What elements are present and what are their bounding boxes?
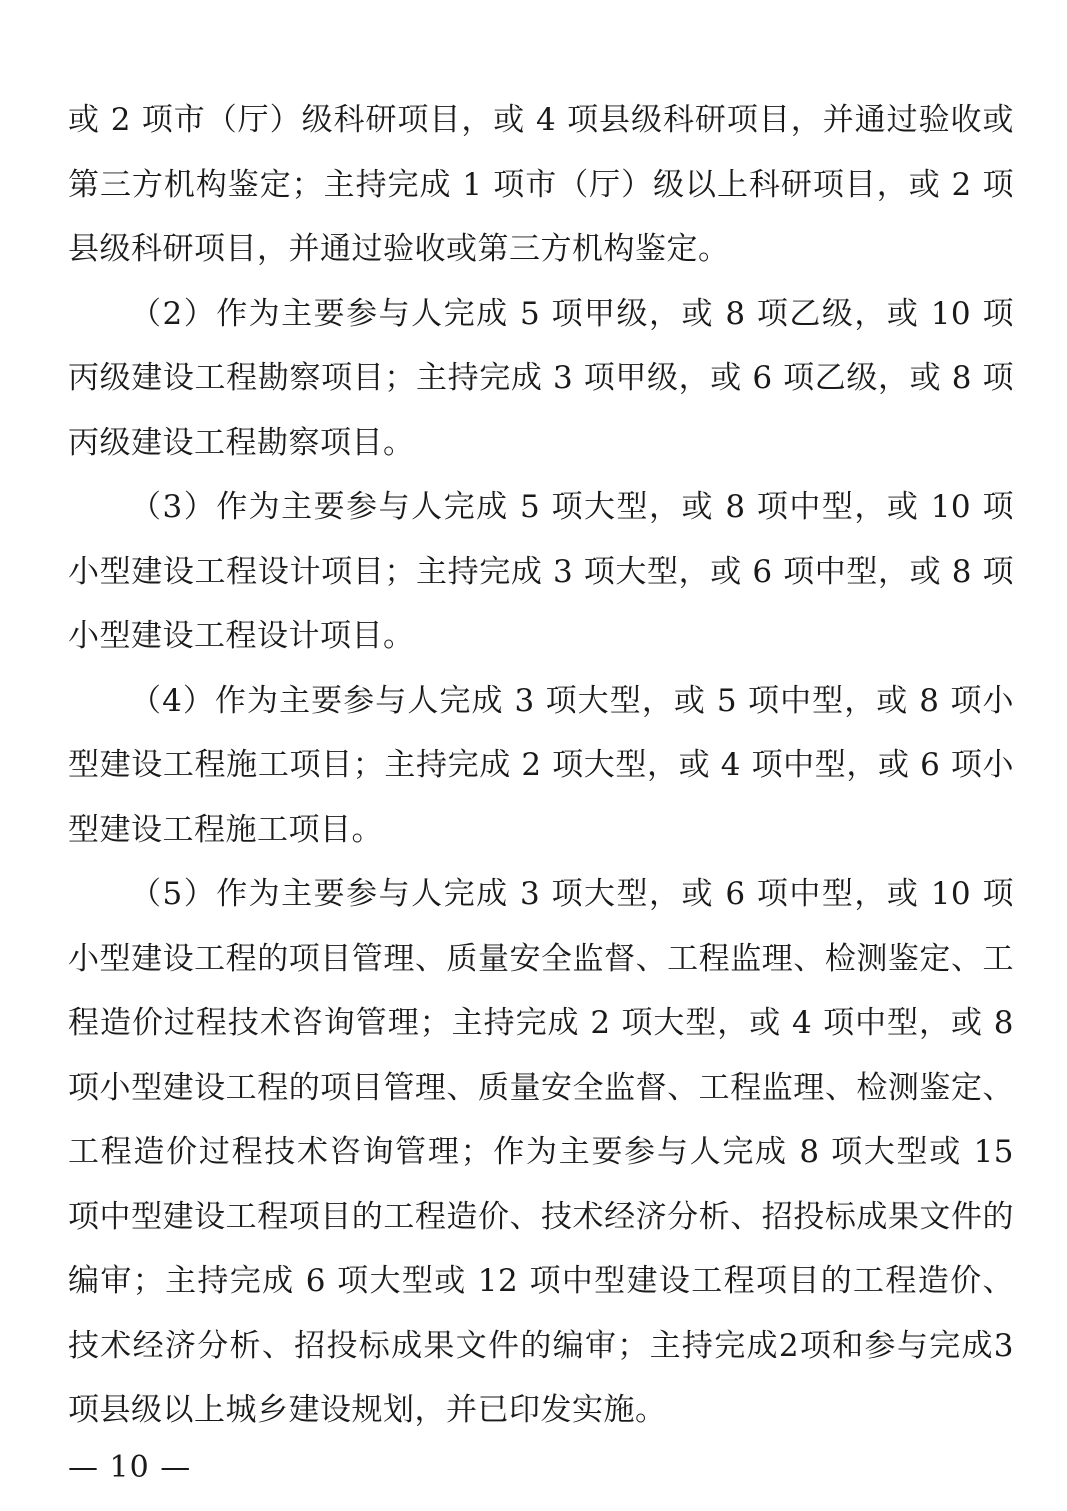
- paragraph-item-3: （3）作为主要参与人完成 5 项大型，或 8 项中型，或 10 项小型建设工程设计项目；主持完成 3 项大型，或 6 项中型，或 8 项小型建设工程设计项目。: [68, 489, 1014, 654]
- paragraph-continuation: 或 2 项市（厅）级科研项目，或 4 项县级科研项目，并通过验收或第三方机构鉴定；主持完成 1 项市（厅）级以上科研项目，或 2 项县级科研项目，并通过验收或第三方机构鉴定。: [68, 102, 1015, 267]
- paragraph-item-4: （4）作为主要参与人完成 3 项大型，或 5 项中型，或 8 项小型建设工程施工项目；主持完成 2 项大型，或 4 项中型，或 6 项小型建设工程施工项目。: [68, 682, 1014, 848]
- page-number: — 10 —: [68, 1450, 192, 1485]
- paragraph-item-5: （5）作为主要参与人完成 3 项大型，或 6 项中型，或 10 项小型建设工程的项目管理、质量安全监督、工程监理、检测鉴定、工程造价过程技术咨询管理；主持完成 2 项大型，或 4 项中型，或 8 项小型建设工程的项目管理、质量安全监督、工程监理、检测鉴定、工程造价过程技术咨询管理；作为主要参与人完成 8 项大型或 15 项中型建设工程项目的工程造价、技术经济分析、招投标成果文件的编审；主持完成 6 项大型或 12 项中型建设工程项目的工程造价、技术经济分析、招投标成果文件的编审；主持完成2项和参与完成3项县级以上城乡建设规划，并已印发实施。: [68, 876, 1014, 1428]
- paragraph-item-2: （2）作为主要参与人完成 5 项甲级，或 8 项乙级，或 10 项丙级建设工程勘察项目；主持完成 3 项甲级，或 6 项乙级，或 8 项丙级建设工程勘察项目。: [68, 295, 1014, 461]
- document-body: [68, 88, 1014, 1443]
